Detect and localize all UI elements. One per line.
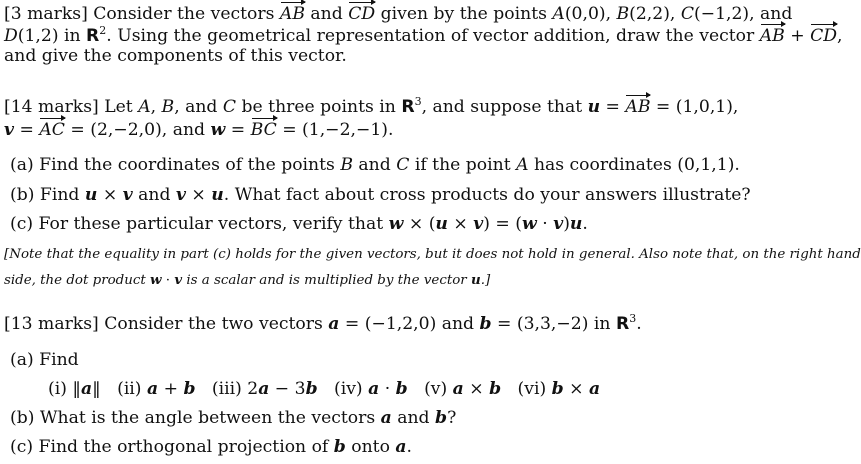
q2-part-b [10, 184, 751, 206]
part-text: has coordinates (0,1,1). [528, 155, 740, 175]
vector-v: v [473, 214, 484, 234]
vector-cd: CD [348, 1, 375, 25]
q2-text: , and suppose that [421, 97, 588, 117]
real-space-symbol: R [615, 314, 630, 334]
note-text: side, the dot product [4, 273, 150, 288]
point-c: C [396, 155, 410, 175]
equals: = [225, 120, 251, 140]
part-text: ? [447, 408, 457, 428]
point-a-coords: (0,0), [564, 4, 617, 24]
part-text: onto [345, 437, 396, 457]
part-text: . [406, 437, 412, 457]
point-a: A [552, 4, 565, 24]
q1-text: and [304, 4, 349, 24]
q3-marks: [13 marks] [4, 314, 99, 334]
vector-b: b [333, 437, 346, 457]
vector-ab: AB [280, 1, 305, 25]
subpart-vi [518, 379, 601, 399]
operator: − 3 [269, 379, 306, 399]
dot-operator: · [536, 214, 554, 234]
operator: × [463, 379, 490, 399]
vector-a: a [368, 379, 380, 399]
vector-a: a [380, 408, 392, 428]
subpart-label: (ii) [117, 379, 142, 399]
vector-u: u [587, 97, 601, 117]
vector-a: a [395, 437, 407, 457]
q2-part-a [10, 154, 740, 176]
part-label: (b) [10, 408, 35, 428]
part-text: . [582, 214, 588, 234]
q2-text: Let [104, 97, 139, 117]
q1-marks: [3 marks] [4, 4, 88, 24]
vector-a: a [452, 379, 464, 399]
cross-operator: × ( [403, 214, 436, 234]
q1-text: given by the points [375, 4, 553, 24]
vector-a: a [146, 379, 159, 399]
equals: = [600, 97, 626, 117]
point-c: C [680, 4, 694, 24]
norm-bar: ‖ [72, 379, 81, 399]
coefficient: 2 [247, 379, 259, 399]
q1-line-3: and give the components of this vector. [4, 46, 347, 66]
point-d-coords: (1,2) in [17, 26, 87, 46]
part-text: ) [563, 214, 570, 234]
vector-u: u [435, 214, 448, 234]
note-text: is a scalar and is multiplied by the vector [182, 273, 471, 288]
equals: = [14, 120, 40, 140]
subpart-label: (iii) [211, 379, 242, 399]
vector-ab: AB [625, 94, 650, 118]
dot-operator: · [161, 273, 175, 288]
part-text: if the point [409, 155, 517, 175]
q2-text: , and [174, 97, 223, 117]
point-b: B [616, 4, 630, 24]
part-text: and [352, 155, 397, 175]
vector-bc: BC [251, 117, 277, 141]
q1-line-1 [4, 1, 792, 25]
operator: + [158, 379, 184, 399]
vector-u-components: = (1,0,1), [650, 97, 739, 117]
q3-line-1 [4, 313, 642, 335]
part-label: (c) [10, 437, 34, 457]
q2-note-line-2 [4, 271, 490, 290]
vector-w: w [388, 214, 404, 234]
part-text: Find [39, 350, 79, 370]
vector-b: b [305, 379, 318, 399]
operator: · [379, 379, 396, 399]
point-c-coords: (−1,2), and [693, 4, 793, 24]
vector-v-components: = (2,−2,0), and [64, 120, 211, 140]
q3-text: . [636, 314, 642, 334]
real-space-symbol: R [401, 97, 415, 117]
subpart-label: (v) [424, 379, 448, 399]
point-c: C [222, 97, 237, 117]
q2-line-2 [4, 117, 393, 141]
q2-marks: [14 marks] [4, 97, 99, 117]
q2-note-line-1: [Note that the equality in part (c) holds for the given vectors, but it does not hold in general. Also note that, on the right hand [4, 247, 861, 262]
subpart-v [424, 379, 501, 399]
part-text: What is the angle between the vectors [39, 408, 381, 428]
part-text: and [391, 408, 436, 428]
point-a: A [516, 155, 529, 175]
subpart-label: (vi) [517, 379, 547, 399]
operator: × [563, 379, 589, 399]
part-text: For these particular vectors, verify that [38, 214, 389, 234]
vector-b: b [479, 314, 492, 334]
q2-text: , [150, 97, 162, 117]
part-label: (c) [10, 214, 34, 234]
vector-w-components: = (1,−2,−1). [276, 120, 394, 140]
vector-b: b [489, 379, 502, 399]
q3-part-b [10, 407, 456, 429]
dimension-exponent: 3 [629, 312, 637, 325]
vector-a: a [258, 379, 270, 399]
vector-u: u [211, 185, 224, 205]
subpart-ii [117, 379, 195, 399]
vector-b: b [435, 408, 448, 428]
vector-a: a [589, 379, 601, 399]
vector-b: b [395, 379, 408, 399]
vector-w: w [522, 214, 537, 234]
q1-line-2 [4, 23, 842, 47]
vector-u: u [569, 214, 583, 234]
subpart-iv [334, 379, 408, 399]
point-b: B [340, 155, 353, 175]
q1-text: . Using the geometrical representation of vector addition, draw the vector [106, 26, 760, 46]
dimension-exponent: 3 [414, 95, 422, 108]
dimension-exponent: 2 [99, 24, 107, 37]
point-d: D [4, 26, 18, 46]
q3-text: = (3,3,−2) in [491, 314, 616, 334]
vector-ac: AC [39, 117, 65, 141]
point-b-coords: (2,2), [629, 4, 681, 24]
q2-line-1 [4, 94, 738, 118]
q3-part-c [10, 436, 412, 458]
vector-v: v [174, 272, 183, 288]
part-label: (b) [10, 185, 35, 205]
vector-ab: AB [760, 23, 785, 47]
real-space-symbol: R [86, 26, 100, 46]
subpart-label: (i) [48, 379, 67, 399]
vector-a: a [80, 379, 93, 399]
cross-operator: × [447, 214, 474, 234]
subpart-i [48, 379, 101, 399]
vector-a: a [328, 314, 340, 334]
vector-cd: CD [810, 23, 837, 47]
vector-u: u [84, 185, 98, 205]
part-text: Find [39, 185, 85, 205]
vector-w: w [210, 120, 226, 140]
subpart-label: (iv) [334, 379, 363, 399]
part-text: Find the coordinates of the points [39, 155, 341, 175]
q3-text: Consider the two vectors [104, 314, 329, 334]
q3-part-a-items [48, 378, 600, 400]
vector-u: u [470, 272, 481, 288]
q3-text: = (−1,2,0) and [339, 314, 480, 334]
q2-part-c [10, 213, 588, 235]
q3-part-a [10, 349, 79, 371]
part-text: and [132, 185, 176, 205]
point-b: B [161, 97, 175, 117]
subpart-iii [212, 379, 318, 399]
cross-operator: × [185, 185, 212, 205]
part-text: Find the orthogonal projection of [38, 437, 334, 457]
vector-v: v [175, 185, 186, 205]
cross-operator: × [97, 185, 123, 205]
point-a: A [138, 97, 151, 117]
part-text: . What fact about cross products do your answers illustrate? [223, 185, 751, 205]
norm-bar: ‖ [92, 379, 101, 399]
vector-v: v [4, 120, 14, 140]
q2-text: be three points in [236, 97, 402, 117]
vector-v: v [122, 185, 133, 205]
vector-b: b [551, 379, 564, 399]
part-text: ) = ( [483, 214, 522, 234]
q1-text: Consider the vectors [93, 4, 280, 24]
vector-b: b [183, 379, 196, 399]
part-label: (a) [10, 350, 34, 370]
q1-text: , [837, 26, 843, 46]
note-text: .] [480, 273, 491, 288]
vector-w: w [150, 272, 162, 288]
part-label: (a) [10, 155, 34, 175]
plus-sign: + [784, 26, 811, 46]
vector-v: v [553, 214, 564, 234]
